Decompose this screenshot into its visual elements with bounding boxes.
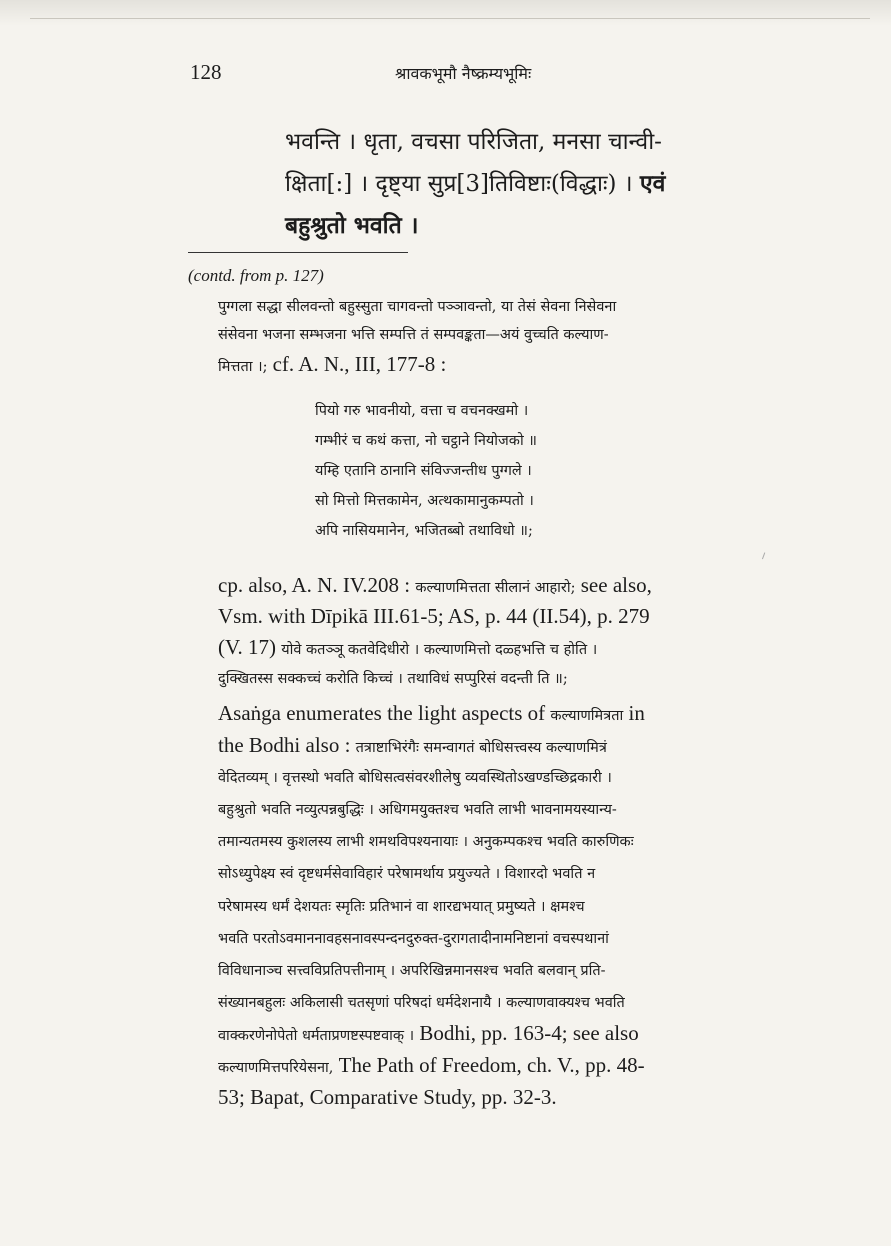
main-text-line-3: बहुश्रुतो भवति ।	[285, 212, 419, 239]
sanskrit-line-5: परेषामस्य धर्मं देशयतः स्मृतिः प्रतिभानं वा शारद्यभयात् प्रमुष्यते । क्षमश्च	[218, 899, 585, 915]
pencil-mark	[762, 552, 769, 560]
para-line-1-pali: कल्याणमित्तता सीलानं आहारो;	[415, 580, 576, 596]
footnote-heading: (contd. from p. 127)	[188, 266, 324, 285]
sanskrit-line-3: तमान्यतमस्य कुशलस्य लाभी शमथविपश्यनायाः । अनुकम्पकश्च भवति कारुणिकः	[218, 834, 634, 850]
verse-line: यम्हि एतानि ठानानि संविज्जन्तीध पुग्गले ।	[315, 463, 532, 479]
end-line-3: 53; Bapat, Comparative Study, pp. 32-3.	[218, 1085, 557, 1109]
para-line-1-end: see also,	[580, 573, 652, 597]
para-line-6	[218, 730, 778, 763]
end-line-2-pali: कल्याणमित्तपरियेसना,	[218, 1060, 334, 1076]
para-line-3	[218, 632, 778, 665]
sanskrit-line-2: बहुश्रुतो भवति नव्युत्पन्नबुद्धिः । अधिगमयुक्तश्च भवति लाभी भावनामयस्यान्य-	[218, 802, 617, 818]
para-line-3-ref: (V. 17)	[218, 635, 276, 659]
para-line-5-text: Asaṅga enumerates the light aspects of	[218, 701, 546, 725]
pali-line-1: पुग्गला सद्धा सीलवन्तो बहुस्सुता चागवन्तो पञ्ञावन्तो, या तेसं सेवना निसेवना	[218, 299, 617, 315]
scan-edge-line	[30, 18, 870, 19]
main-text	[285, 122, 795, 246]
sanskrit-line-8: संख्यानबहुलः अकिलासी चतसृणां परिषदां धर्मदेशनायै । कल्याणवाक्यश्च भवति	[218, 995, 625, 1011]
end-line-1-skt: वाक्करणेनोपेतो धर्मताप्रणष्टस्पष्टवाक् ।	[218, 1028, 415, 1044]
main-text-line-1: भवन्ति । धृता, वचसा परिजिता, मनसा चान्वी-	[285, 129, 662, 155]
para-line-3-pali: योवे कतञ्ञू कतवेदिधीरो । कल्याणमित्तो दळ्हभत्ति च होति ।	[281, 642, 598, 658]
verse-line: गम्भीरं च कथं कत्ता, नो चट्ठाने नियोजको ॥	[315, 433, 537, 449]
para-line-1-ref: cp. also, A. N. IV.208 :	[218, 573, 411, 597]
reference-an-iii: cf. A. N., III, 177-8 :	[272, 352, 447, 376]
pali-line-3-text: मित्तता ।;	[218, 359, 268, 375]
para-line-1	[218, 570, 778, 603]
para-line-4: दुक्खितस्स सक्कच्चं करोति किच्चं । तथाविधं सप्पुरिसं वदन्ती ति ॥;	[218, 671, 568, 687]
main-text-line-2	[285, 163, 795, 205]
scan-edge-shadow	[0, 0, 891, 26]
para-line-5-term: कल्याणमित्रता	[550, 708, 624, 724]
para-line-5	[218, 698, 778, 731]
verse-line: अपि नासियमानेन, भजितब्बो तथाविधो ॥;	[315, 523, 533, 539]
page-number: 128	[190, 60, 222, 84]
end-line-1-ref: Bodhi, pp. 163-4; see also	[419, 1021, 639, 1045]
verse-line: पियो गरु भावनीयो, वत्ता च वचनक्खमो ।	[315, 403, 529, 419]
sanskrit-line-6: भवति परतोऽवमाननावहसनावस्पन्दनदुरुक्त-दुरागतादीनामनिष्टानां वचस्पथानां	[218, 931, 609, 947]
sanskrit-line-7: विविधानाञ्च सत्त्वविप्रतिपत्तीनाम् । अपरिखिन्नमानसश्च भवति बलवान् प्रति-	[218, 963, 606, 979]
end-line-2	[218, 1050, 778, 1083]
running-title: श्रावकभूमौ नैष्क्रम्यभूमिः	[395, 64, 532, 83]
para-line-5-end: in	[628, 701, 645, 725]
para-line-6-skt: तत्राष्टाभिरंगैः समन्वागतं बोधिसत्त्वस्य कल्याणमित्रं	[355, 740, 607, 756]
para-line-6-text: the Bodhi also :	[218, 733, 351, 757]
main-text-line-2-bold: एवं	[639, 170, 666, 197]
pali-line-2: संसेवना भजना सम्भजना भत्ति सम्पत्ति तं सम्पवङ्कता—अयं वुच्चति कल्याण-	[218, 327, 609, 343]
pali-verse	[315, 396, 537, 546]
verse-line: सो मित्तो मित्तकामेन, अत्थकामानुकम्पतो ।	[315, 493, 534, 509]
footnote-rule	[188, 252, 408, 253]
para-line-2: Vsm. with Dīpikā III.61-5; AS, p. 44 (II.54), p. 279	[218, 604, 650, 628]
end-line-1	[218, 1018, 778, 1051]
end-line-2-ref: The Path of Freedom, ch. V., pp. 48-	[338, 1053, 645, 1077]
main-text-line-2-plain: क्षिता[:] । दृष्ट्या सुप्र[3]तिविष्टाः(विद्धाः) ।	[285, 171, 633, 197]
pali-line-3	[218, 349, 778, 381]
sanskrit-line-1: वेदितव्यम् । वृत्तस्थो भवति बोधिसत्वसंवरशीलेषु व्यवस्थितोऽखण्डच्छिद्रकारी ।	[218, 770, 612, 786]
sanskrit-line-4: सोऽध्युपेक्ष्य स्वं दृष्टधर्मसेवाविहारं परेषामर्थाय प्रयुज्यते । विशारदो भवति न	[218, 866, 596, 882]
